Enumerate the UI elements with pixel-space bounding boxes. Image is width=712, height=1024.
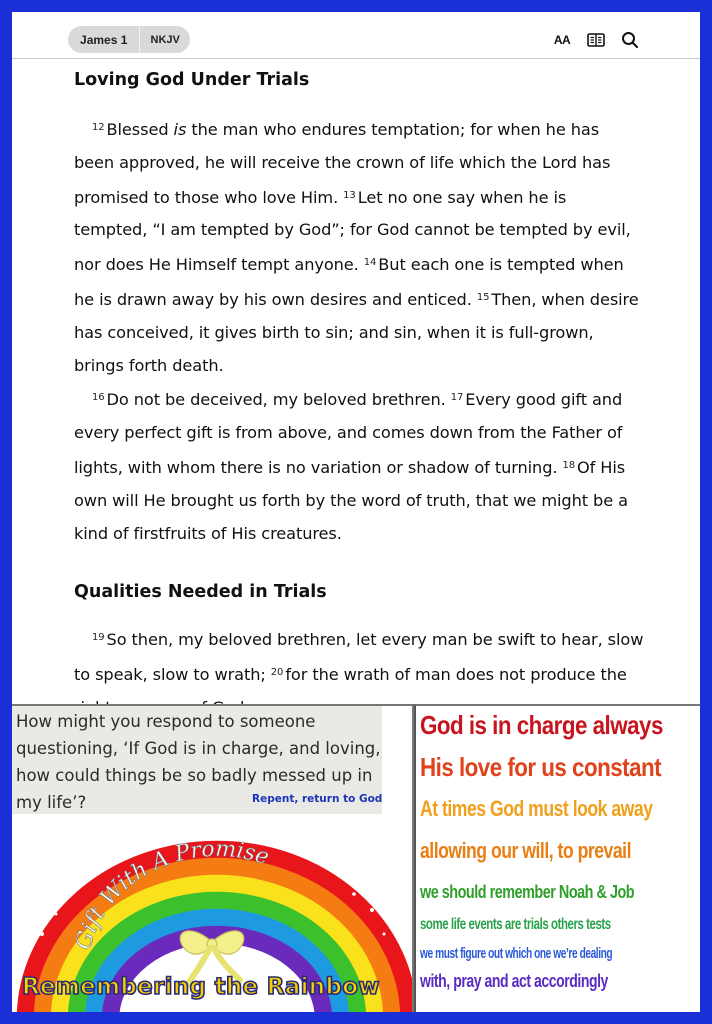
message-line: with, pray and act accordingly <box>420 970 608 991</box>
message-line: His love for us constant <box>420 752 662 782</box>
bible-reader-window <box>12 12 700 1012</box>
verse-number[interactable]: 16 <box>92 392 105 404</box>
scripture-text <box>74 66 644 725</box>
book-chapter-button[interactable]: James 1 <box>68 26 140 53</box>
verse-text[interactable]: Of His own will He brought us forth by the word of truth, that we might be a kind of firstfruits of His creatures. <box>74 457 628 543</box>
font-size-button[interactable]: AA <box>553 33 571 47</box>
verse-number[interactable]: 12 <box>92 122 105 133</box>
verse-number[interactable]: 15 <box>476 291 490 303</box>
paragraph <box>74 382 644 550</box>
verse-text[interactable]: But each one is tempted when he is drawn away by his own desires and enticed. <box>74 255 624 309</box>
question-text: How might you respond to someone questioning, ‘If God is in charge, and loving, how could things be so badly messed up in my life’? <box>16 712 381 812</box>
rainbow-question-image <box>12 704 414 1012</box>
verse-text-italic[interactable]: is <box>173 120 187 139</box>
message-line: some life events are trials others tests <box>420 916 611 933</box>
verse-number[interactable]: 13 <box>343 189 356 201</box>
verse-text[interactable]: Do not be deceived, my beloved brethren. <box>106 390 451 410</box>
message-line: God is in charge always <box>420 710 663 740</box>
verse-number[interactable]: 19 <box>92 632 105 644</box>
god-in-charge-image <box>414 704 700 1012</box>
arc-text-path: Gift With A Promise <box>71 836 272 953</box>
rainbow-caption: Remembering the Rainbow <box>22 974 380 1000</box>
question-note: Repent, return to God <box>252 793 383 805</box>
top-toolbar <box>12 12 700 59</box>
verse-number[interactable]: 20 <box>270 667 284 679</box>
message-line: we should remember Noah & Job <box>420 882 635 902</box>
message-line: we must figure out which one we’re dealing <box>420 946 613 962</box>
verse-text[interactable]: Blessed <box>106 120 174 139</box>
message-line: allowing our will, to prevail <box>420 838 631 863</box>
parallel-view-icon[interactable] <box>586 30 606 50</box>
verse-text[interactable]: the man who endures temptation; for when he has been approved, he will receive the crown of life which the Lord has promised to those who love Him. <box>74 120 611 207</box>
section-heading: Loving God Under Trials <box>74 70 310 90</box>
verse-text[interactable]: So then, my beloved brethren, let every man be swift to hear, slow to speak, slow to wrath; <box>74 630 644 685</box>
verse-number[interactable]: 17 <box>450 392 464 404</box>
search-icon[interactable] <box>620 30 640 50</box>
verse-number[interactable]: 18 <box>562 459 576 471</box>
verse-text[interactable]: for the wrath of man does not produce the <box>285 665 627 685</box>
verse-text[interactable]: Then, when desire has conceived, it gives birth to sin; and sin, when it is full-grown, brings forth death. <box>74 289 639 375</box>
version-button[interactable]: NKJV <box>150 33 180 46</box>
section-heading: Qualities Needed in Trials <box>74 582 327 603</box>
verse-number[interactable]: 14 <box>363 257 377 269</box>
message-line: At times God must look away <box>420 796 653 821</box>
verse-text[interactable]: Every good gift and every perfect gift is from above, and comes down from the Father of lights, with whom there is no variation or shadow of turning. <box>74 390 623 477</box>
passage-selector <box>68 26 190 53</box>
verse-text[interactable]: Let no one say when he is tempted, “I am tempted by God”; for God cannot be tempted by evil, nor does He Himself tempt anyone. <box>74 187 631 275</box>
paragraph <box>74 112 644 382</box>
